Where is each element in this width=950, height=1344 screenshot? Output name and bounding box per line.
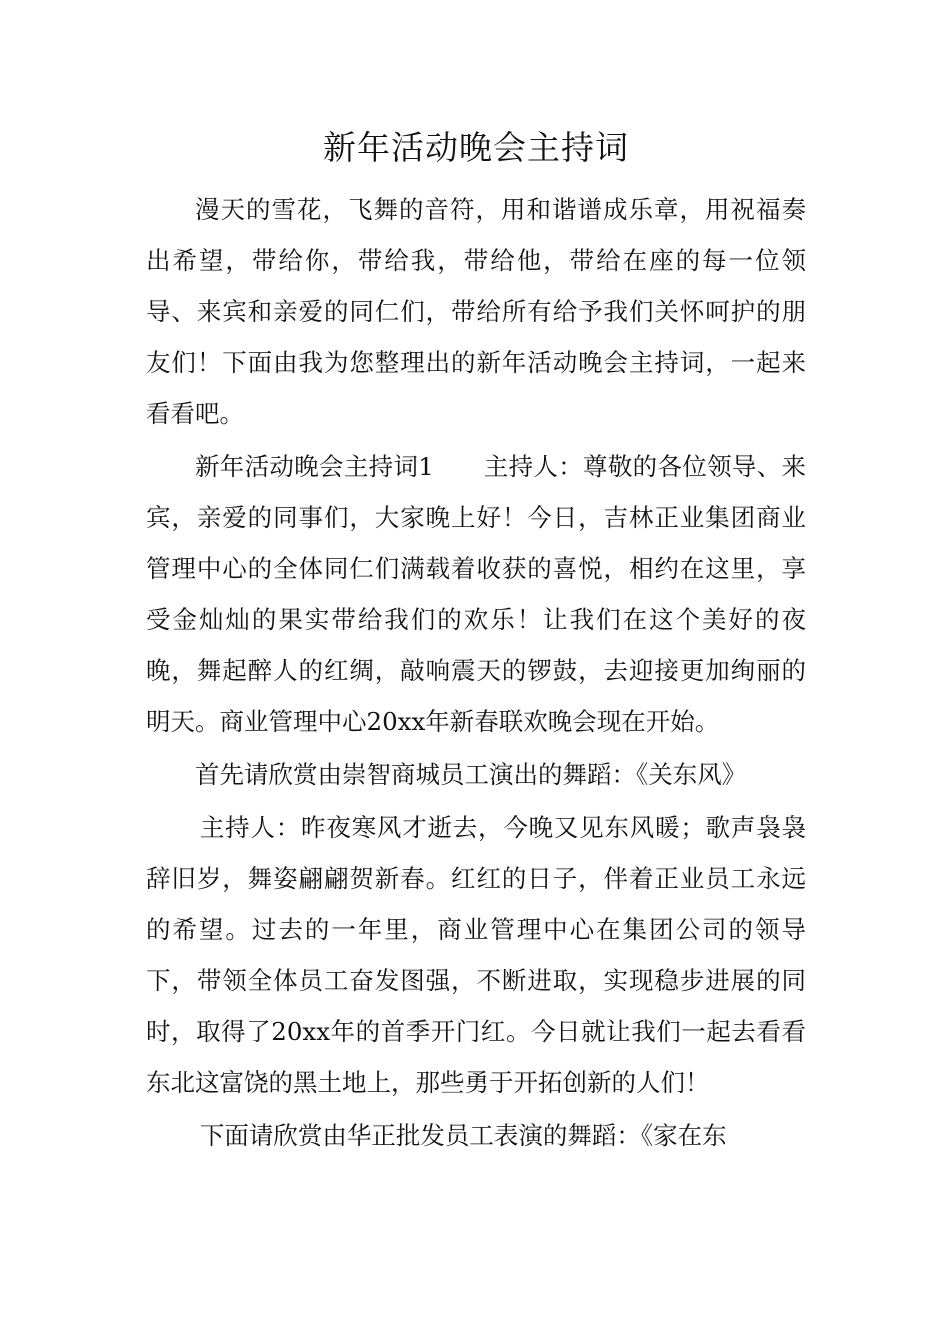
document-title: 新年活动晚会主持词 <box>323 128 629 167</box>
paragraph-host-speech: 主持人：昨夜寒风才逝去，今晚又见东风暖；歌声袅袅辞旧岁，舞姿翩翩贺新春。红红的日子，伴着正业员工永远的希望。过去的一年里，商业管理中心在集团公司的领导下，带领全体员工奋发图强，不断进取，实现稳步进展的同时，取得了20xx年的首季开门红。今日就让我们一起去看看东北这富饶的黑土地上，那些勇于开拓创新的人们！ <box>146 813 806 1097</box>
paragraph-program-1: 首先请欣赏由崇智商城员工演出的舞蹈：《关东风》 <box>195 760 747 789</box>
paragraph-script-1: 新年活动晚会主持词1 主持人：尊敬的各位领导、来宾，亲爱的同事们，大家晚上好！今日，吉林正业集团商业管理中心的全体同仁们满载着收获的喜悦，相约在这里，享受金灿灿的果实带给我们的欢乐！让我们在这个美好的夜晚，舞起醉人的红绸，敲响震天的锣鼓，去迎接更加绚丽的明天。商业管理中心20xx年新春联欢晚会现在开始。 <box>146 452 806 736</box>
document-page <box>146 118 806 1161</box>
paragraph-program-2: 下面请欣赏由华正批发员工表演的舞蹈：《家在东 <box>199 1121 727 1150</box>
paragraph-intro: 漫天的雪花，飞舞的音符，用和谐谱成乐章，用祝福奏出希望，带给你，带给我，带给他，带给在座的每一位领导、来宾和亲爱的同仁们，带给所有给予我们关怀呵护的朋友们！下面由我为您整理出的新年活动晚会主持词，一起来看看吧。 <box>146 195 806 428</box>
